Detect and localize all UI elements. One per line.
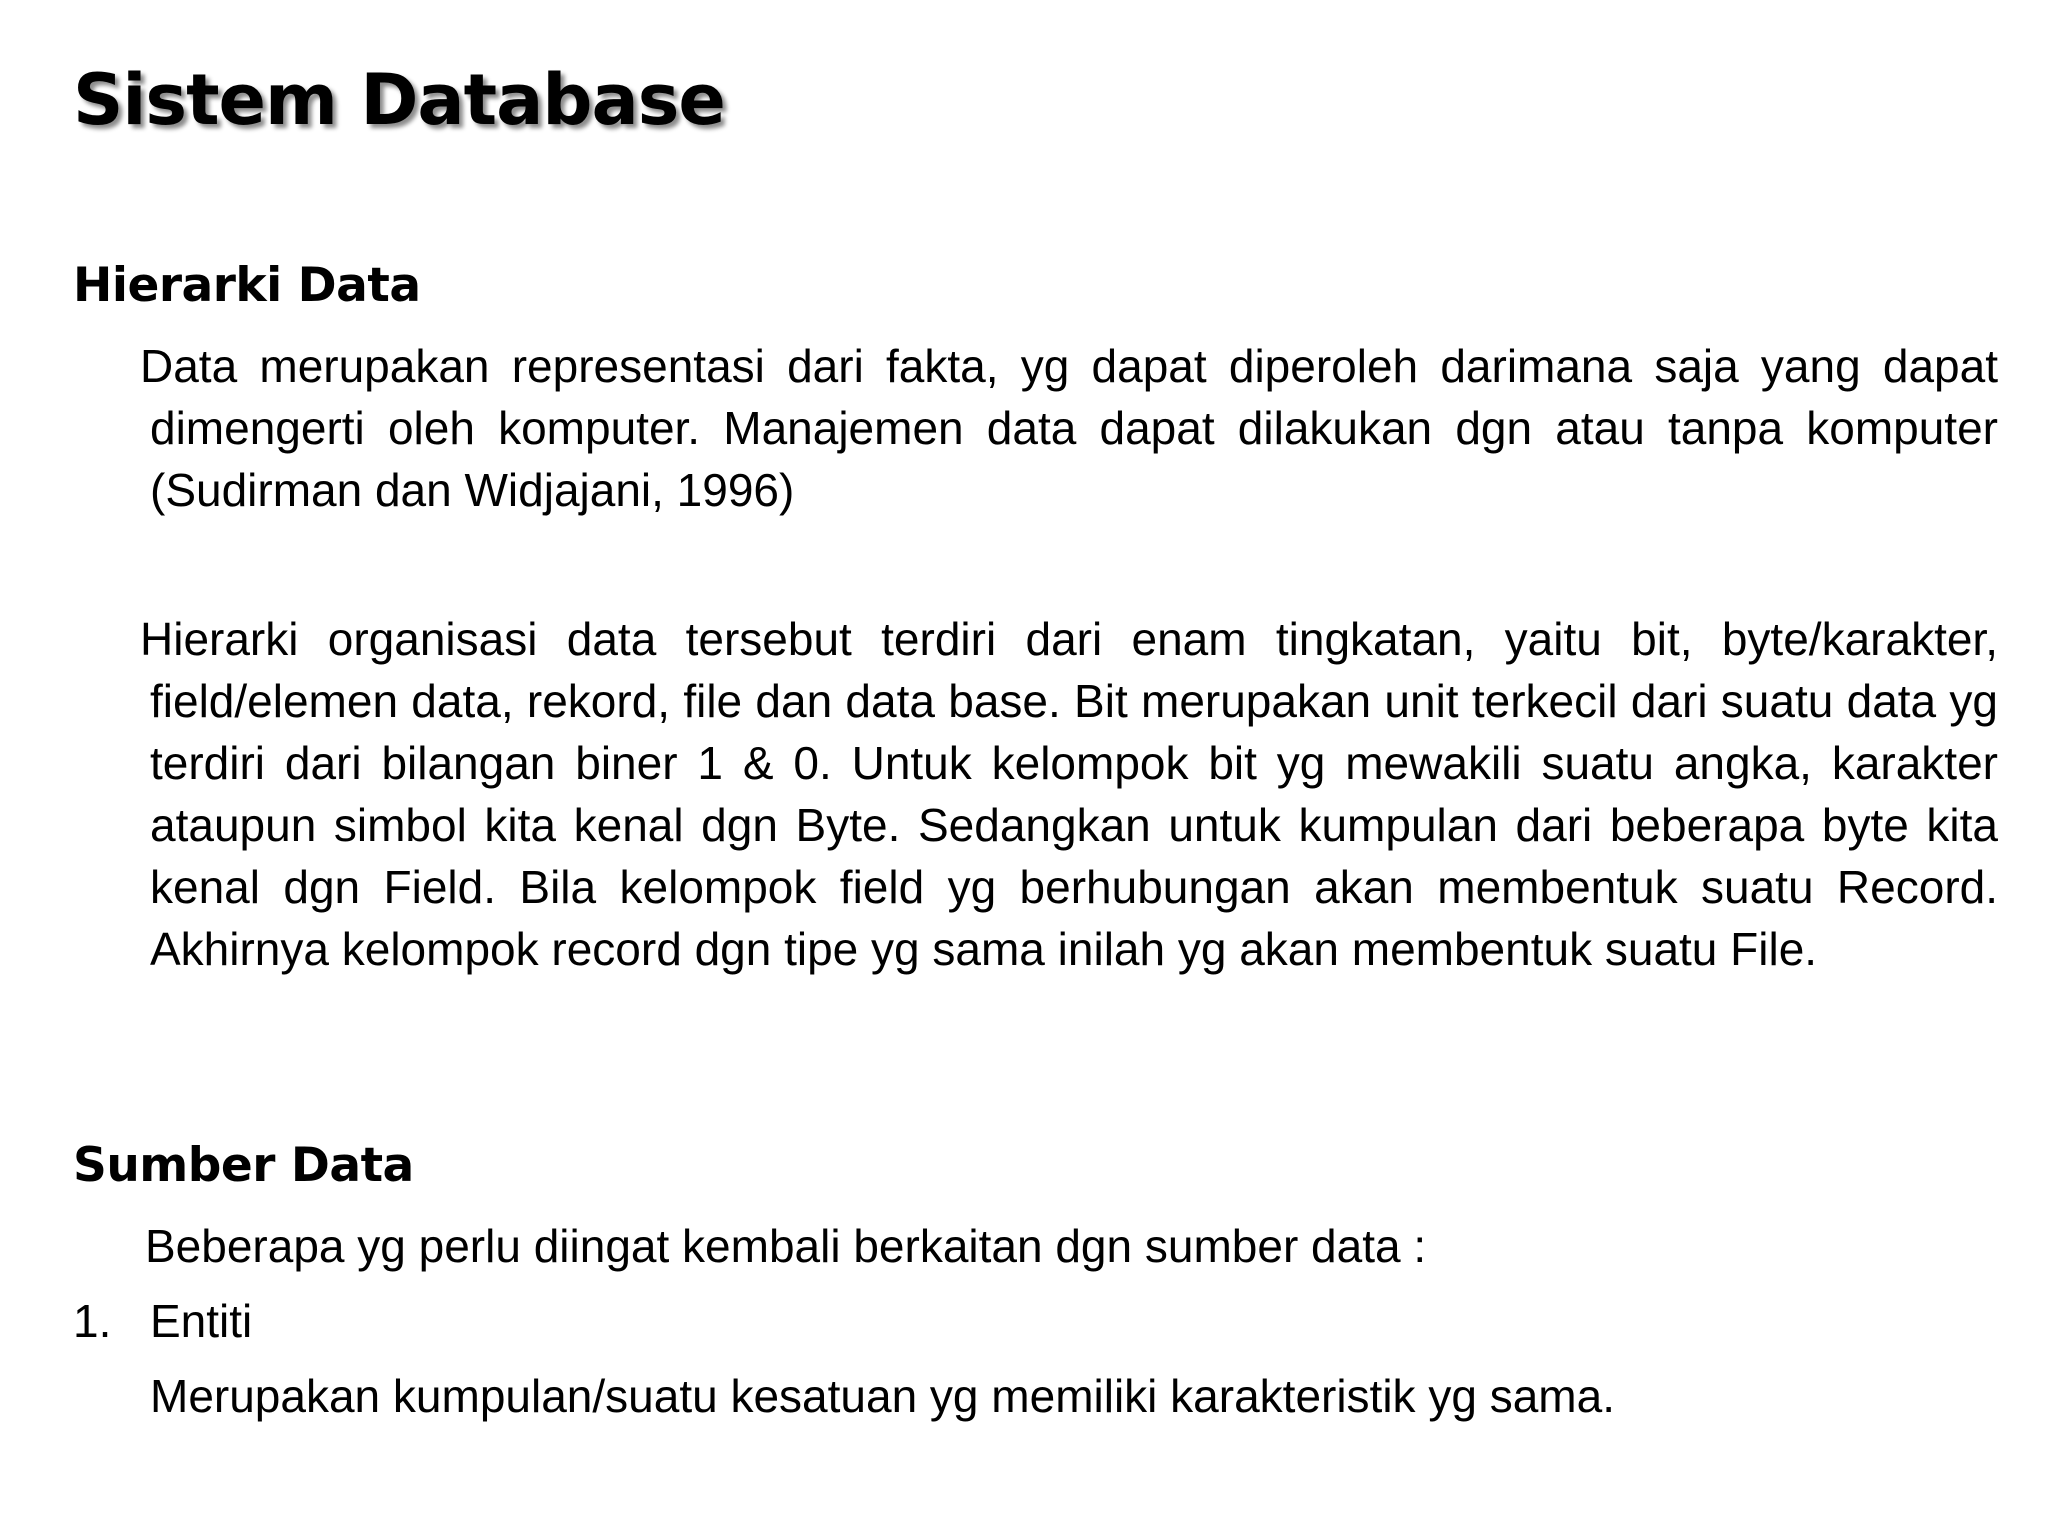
paragraph-data-definition [140,335,1998,521]
slide-title: Sistem Database [73,59,725,141]
paragraph-hierarki-organisasi-text: Hierarki organisasi data tersebut terdiri dari enam tingkatan, yaitu bit, byte/karakter, field/elemen data, rekord, file dan data base. Bit merupakan unit terkecil dari suatu data yg terdiri dari bilangan biner 1 & 0. Untuk kelompok bit yg mewakili suatu angka, karakter ataupun simbol kita kenal dgn Byte. Sedangkan untuk kumpulan dari beberapa byte kita kenal dgn Field. Bila kelompok field yg berhubungan akan membentuk suatu Record. Akhirnya kelompok record dgn tipe yg sama inilah yg akan membentuk suatu File. [140,613,1998,975]
list-item-term: Entiti [150,1295,253,1347]
sumber-data-intro: Beberapa yg perlu diingat kembali berkaitan dgn sumber data : [145,1220,1427,1272]
list-item-description: Merupakan kumpulan/suatu kesatuan yg memiliki karakteristik yg sama. [150,1370,1615,1422]
list-item [73,1290,252,1352]
section-heading-hierarki-data: Hierarki Data [73,258,421,313]
paragraph-hierarki-organisasi [140,608,1998,980]
section-heading-sumber-data: Sumber Data [73,1138,414,1193]
list-item-number: 1. [73,1295,112,1347]
paragraph-data-definition-text: Data merupakan representasi dari fakta, yg dapat diperoleh darimana saja yang dapat dimengerti oleh komputer. Manajemen data dapat dilakukan dgn atau tanpa komputer (Sudirman dan Widjajani, 1996) [140,340,1998,516]
